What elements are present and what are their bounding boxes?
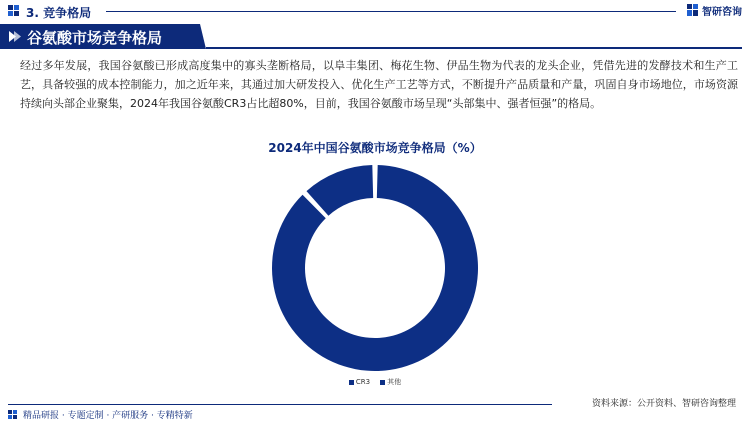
chart-legend [0,377,750,387]
legend-label: CR3 [355,378,371,386]
footer-tagline [8,408,193,421]
legend-swatch [380,380,385,385]
footer-logo-icon [8,410,19,419]
legend-item-other [380,377,401,387]
donut-slice-other [306,165,373,216]
legend-swatch [349,380,354,385]
footer-divider [8,404,552,405]
chart-title: 2024年中国谷氨酸市场竞争格局（%） [268,141,482,155]
source-note: 资料来源：公开资料、智研咨询整理 [591,399,736,409]
body-paragraph: 经过多年发展，我国谷氨酸已形成高度集中的寡头垄断格局，以阜丰集团、梅花生物、伊品生物为代表的龙头企业，凭借先进的发酵技术和生产工艺，具备较强的成本控制能力，加之近年来，其通过加大研发投入、优化生产工艺等方式，不断提升产品质量和产量，巩固自身市场地位，市场资源持续向头部企业聚集，2024年我国谷氨酸CR3占比超80%，目前，我国谷氨酸市场呈现“头部集中、强者恒强”的格局。 [20,59,738,110]
donut-slice-cr3 [272,165,478,371]
logo-text: 智研咨询 [702,7,742,18]
legend-item-cr3 [349,377,370,387]
section-title: 3. 竞争格局 [26,6,92,20]
page-title: 谷氨酸市场竞争格局 [27,29,163,47]
tagline-text: 精品研报 · 专题定制 · 产研服务 · 专精特新 [23,411,193,421]
legend-label: 其他 [387,378,402,386]
